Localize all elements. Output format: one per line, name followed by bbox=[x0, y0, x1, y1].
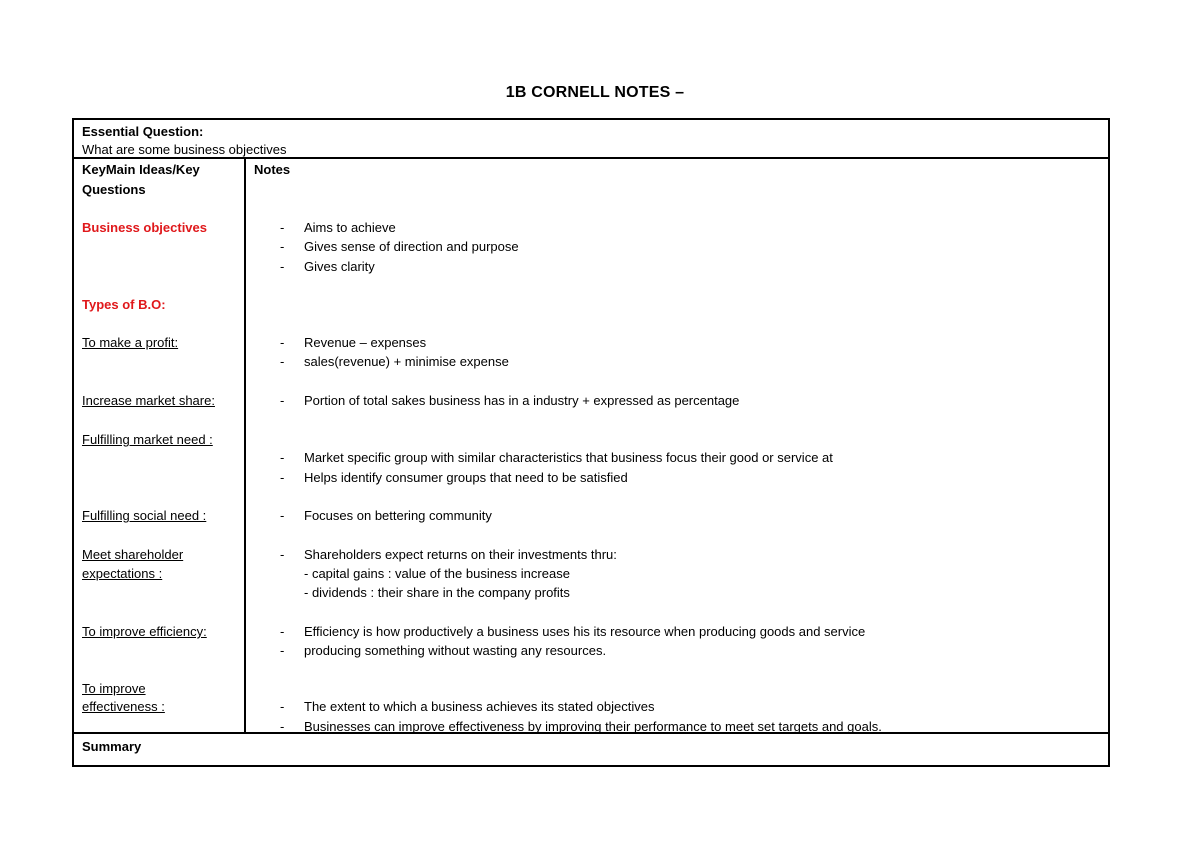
cue-market-share: Increase market share: bbox=[82, 393, 215, 408]
cue-social-need: Fulfilling social need : bbox=[82, 508, 207, 523]
note-need-1: Market specific group with similar characteristics that business focus their good or service at bbox=[304, 450, 833, 465]
bullet-dash: - bbox=[280, 239, 285, 254]
cue-effectiveness: To improve bbox=[82, 681, 146, 696]
cue-column-header-cont: Questions bbox=[82, 182, 146, 197]
summary-label: Summary bbox=[82, 739, 142, 754]
note-effect-1: The extent to which a business achieves its stated objectives bbox=[304, 699, 655, 714]
bullet-dash: - bbox=[280, 450, 285, 465]
bullet-dash: - bbox=[280, 220, 285, 235]
note-profit-2: sales(revenue) + minimise expense bbox=[304, 354, 509, 369]
note-need-2: Helps identify consumer groups that need to be satisfied bbox=[304, 470, 628, 485]
note-holder-1: Shareholders expect returns on their investments thru: bbox=[304, 547, 617, 562]
note-eff-2: producing something without wasting any resources. bbox=[304, 643, 607, 658]
bullet-dash: - bbox=[280, 393, 285, 408]
bullet-dash: - bbox=[280, 335, 285, 350]
bullet-dash: - bbox=[280, 259, 285, 274]
note-bo-3: Gives clarity bbox=[304, 259, 375, 274]
column-divider bbox=[244, 157, 246, 734]
notes-column-header: Notes bbox=[254, 162, 291, 177]
cornell-notes-table bbox=[72, 118, 1110, 767]
bullet-dash: - bbox=[280, 699, 285, 714]
cue-shareholder-cont: expectations : bbox=[82, 566, 163, 581]
note-share-1: Portion of total sakes business has in a industry + expressed as percentage bbox=[304, 393, 740, 408]
note-bo-1: Aims to achieve bbox=[304, 220, 396, 235]
note-social-1: Focuses on bettering community bbox=[304, 508, 492, 523]
cue-effectiveness-cont: effectiveness : bbox=[82, 699, 165, 714]
cue-shareholder: Meet shareholder bbox=[82, 547, 184, 562]
cue-column-header: KeyMain Ideas/Key bbox=[82, 162, 200, 177]
note-holder-3: - dividends : their share in the company profits bbox=[304, 585, 570, 600]
cue-market-need: Fulfilling market need : bbox=[82, 432, 213, 447]
bullet-dash: - bbox=[280, 354, 285, 369]
bullet-dash: - bbox=[280, 470, 285, 485]
note-bo-2: Gives sense of direction and purpose bbox=[304, 239, 519, 254]
bullet-dash: - bbox=[280, 508, 285, 523]
cue-efficiency: To improve efficiency: bbox=[82, 624, 207, 639]
bullet-dash: - bbox=[280, 547, 285, 562]
essential-question-label: Essential Question: bbox=[82, 124, 204, 139]
bullet-dash: - bbox=[280, 643, 285, 658]
bullet-dash: - bbox=[280, 624, 285, 639]
note-holder-2: - capital gains : value of the business increase bbox=[304, 566, 570, 581]
cue-types-of-bo: Types of B.O: bbox=[82, 297, 166, 312]
essential-question-text: What are some business objectives bbox=[82, 142, 287, 157]
page-title: 1B CORNELL NOTES – bbox=[505, 84, 685, 101]
cue-make-profit: To make a profit: bbox=[82, 335, 179, 350]
note-profit-1: Revenue – expenses bbox=[304, 335, 427, 350]
bullet-dash: - bbox=[280, 719, 285, 734]
note-effect-2: Businesses can improve effectiveness by improving their performance to meet set targets and goals. bbox=[304, 719, 882, 734]
cue-business-objectives: Business objectives bbox=[82, 220, 207, 235]
note-eff-1: Efficiency is how productively a business uses his its resource when producing goods and service bbox=[304, 624, 866, 639]
